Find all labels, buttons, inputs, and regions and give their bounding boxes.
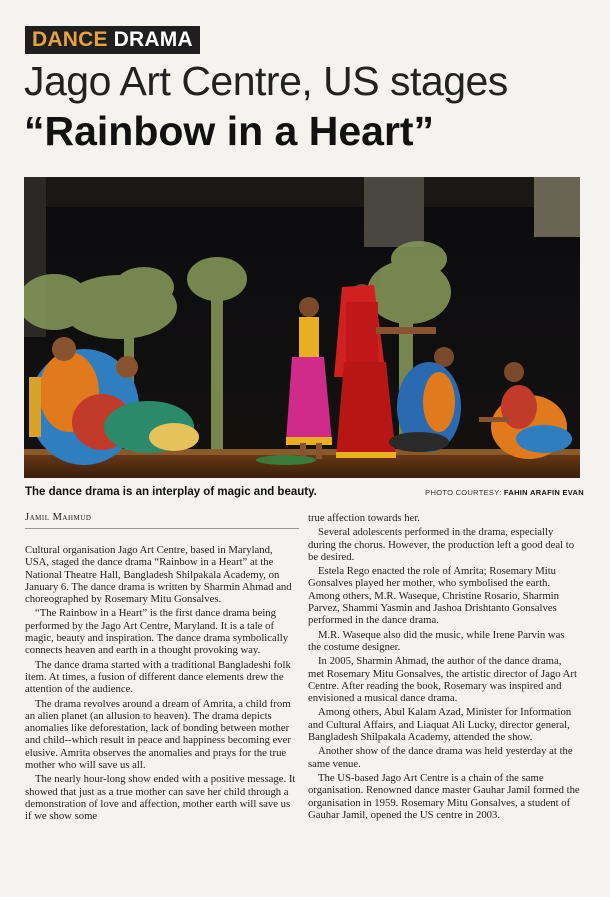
paragraph: The dance drama started with a traditional Bangladeshi folk item. At times, a fusion of different dance elements drew the attention of the audience. [25, 658, 291, 696]
section-tag-word2: DRAMA [113, 28, 193, 51]
paragraph: In 2005, Sharmin Ahmad, the author of the dance drama, met Rosemary Mitu Gonsalves, the artistic director of Jago Art Centre. After reading the book, Rosemary was inspired and envisioned a musical dance drama. [308, 655, 577, 705]
paragraph: The drama revolves around a dream of Amrita, a child from an alien planet (an allusion to heaven). The drama depicts anomalies like deforestation, lack of bonding between mother and child--which result in peace and happiness becoming ever elusive. Amrita observes the anomalies and prays for the true mother who will save us all. [25, 697, 291, 772]
paragraph: The nearly hour-long show ended with a positive message. It showed that just as a true mother can save her child through a demonstration of love and affection, mother earth will save us if we show some [25, 773, 296, 823]
paragraph: Estela Rego enacted the role of Amrita; Rosemary Mitu Gonsalves played her mother, who symbolised the earth. Among others, M.R. Waseque, Christine Rosario, Sharmin Parvez, Shammi Yasmin and Jashoa Drishtanto Gonsalves performed in the dance drama. [308, 565, 559, 627]
section-tag-word1: DANCE [32, 28, 108, 51]
paragraph: Among others, Abul Kalam Azad, Minister for Information and Cultural Affairs, and Liaquat Ali Lucky, director general, Bangladesh Shilpakala Academy, attended the show. [308, 706, 572, 744]
photo-credit-label: PHOTO COURTESY: [425, 488, 502, 497]
article-column-2 [308, 512, 580, 823]
headline-line1: Jago Art Centre, US stages [24, 58, 508, 104]
paragraph: Cultural organisation Jago Art Centre, based in Maryland, USA, staged the dance drama “Rainbow in a Heart” at the National Theatre Hall, Bangladesh Shilpakala Academy, on January 6. The dance drama is written by Sharmin Ahmad and choreographed by Rosemary Mitu Gonsalves. [25, 544, 292, 606]
byline: Jamil Mahmud [25, 512, 92, 523]
byline-divider [25, 528, 299, 529]
photo-credit-name: FAHIN ARAFIN EVAN [503, 488, 584, 497]
paragraph: “The Rainbow in a Heart” is the first dance drama being performed by the Jago Art Centre, Maryland. It is a tale of magic, beauty and inspiration. The dance drama symbolically connects heaven and earth in a thought provoking way. [25, 607, 289, 657]
dance-photo [24, 177, 580, 478]
article-column-1 [25, 544, 299, 825]
section-tag [25, 26, 200, 54]
paragraph-continuation: true affection towards her. [308, 512, 420, 524]
photo-caption: The dance drama is an interplay of magic and beauty. [25, 486, 317, 498]
headline-line2: “Rainbow in a Heart” [24, 108, 435, 154]
paragraph: M.R. Waseque also did the music, while Irene Parvin was the costume designer. [308, 628, 565, 653]
photo-credit [425, 488, 584, 497]
paragraph: Another show of the dance drama was held yesterday at the same venue. [308, 745, 573, 770]
paragraph: Several adolescents performed in the drama, especially during the chorus. However, the production left a good deal to be desired. [308, 526, 575, 563]
paragraph: The US-based Jago Art Centre is a chain of the same organisation. Renowned dance master Gauhar Jamil formed the organisation in 1959. Rosemary Mitu Gonsalves, a student of Gauhar Jamil, opened the US centre in 2003. [308, 771, 580, 821]
stage-scene-illustration [24, 177, 580, 478]
